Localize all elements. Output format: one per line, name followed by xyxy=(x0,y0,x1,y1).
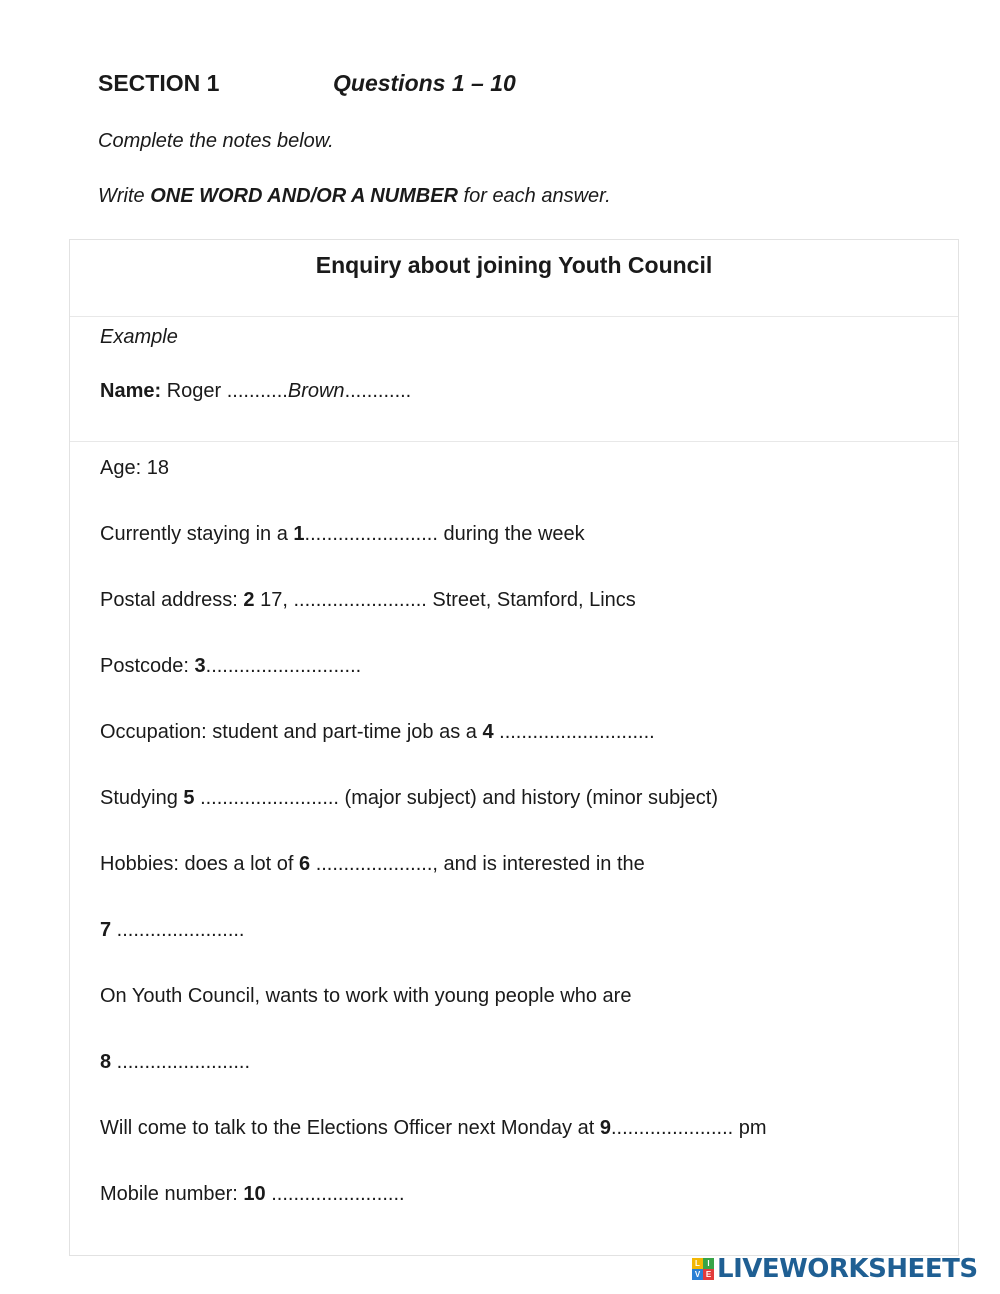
question-line-8: 8 ........................ xyxy=(100,1051,251,1073)
question-number: 4 xyxy=(482,721,494,743)
liveworksheets-logo-icon xyxy=(692,1258,714,1280)
question-number: 10 xyxy=(243,1183,266,1205)
question-number: 5 xyxy=(183,787,195,809)
liveworksheets-brand xyxy=(692,1252,978,1286)
info-line: On Youth Council, wants to work with young people who are xyxy=(100,985,632,1007)
question-number: 3 xyxy=(194,655,206,677)
form-title: Enquiry about joining Youth Council xyxy=(315,252,713,278)
example-answer: Brown xyxy=(287,380,345,402)
section-title: SECTION 1 xyxy=(98,70,220,96)
question-number: 9 xyxy=(599,1117,611,1139)
logo-tile: E xyxy=(703,1269,714,1280)
question-line-1: Currently staying in a 1........................ during the week xyxy=(100,523,585,545)
question-number: 1 xyxy=(293,523,305,545)
example-divider xyxy=(70,441,958,442)
title-divider xyxy=(70,316,958,317)
instruction-complete-notes: Complete the notes below. xyxy=(98,130,334,152)
question-line-5: Studying 5 ......................... (major subject) and history (minor subject) xyxy=(100,787,719,809)
logo-tile: L xyxy=(692,1258,703,1269)
questions-range: Questions 1 – 10 xyxy=(333,70,516,96)
question-number: 8 xyxy=(100,1051,112,1073)
question-number: 6 xyxy=(299,853,311,875)
question-line-4: Occupation: student and part-time job as a 4 ............................ xyxy=(100,721,655,743)
question-line-10: Mobile number: 10 ........................ xyxy=(100,1183,405,1205)
logo-tile: I xyxy=(703,1258,714,1269)
question-line-6: Hobbies: does a lot of 6 ....................., and is interested in the xyxy=(100,853,645,875)
notes-form-box xyxy=(69,239,959,1256)
name-field-label: Name: xyxy=(100,380,162,402)
question-line-3: Postcode: 3............................ xyxy=(100,655,362,677)
question-line-2: Postal address: 2 17, ........................ Street, Stamford, Lincs xyxy=(100,589,636,611)
example-label: Example xyxy=(100,326,178,348)
example-name-line: Name: Roger ...........Brown............ xyxy=(100,380,412,402)
logo-tile: V xyxy=(692,1269,703,1280)
question-line-7: 7 ....................... xyxy=(100,919,245,941)
question-line-9: Will come to talk to the Elections Officer next Monday at 9...................... pm xyxy=(100,1117,767,1139)
question-number: 2 xyxy=(243,589,255,611)
question-number: 7 xyxy=(100,919,112,941)
liveworksheets-wordmark: LIVEWORKSHEETS xyxy=(717,1254,978,1284)
info-line: Age: 18 xyxy=(100,457,169,479)
instruction-word-limit: Write ONE WORD AND/OR A NUMBER for each answer. xyxy=(98,185,611,207)
word-limit-emphasis: ONE WORD AND/OR A NUMBER xyxy=(150,185,458,207)
